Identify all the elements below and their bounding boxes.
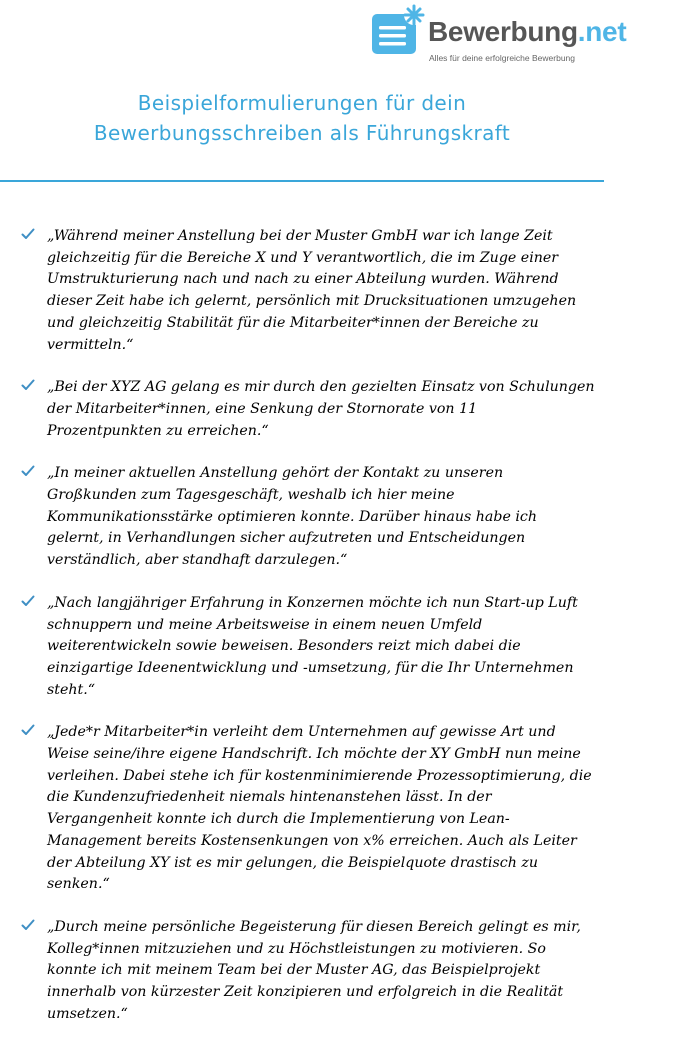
quote-line: der Abteilung XY ist es mir gelungen, die Beispielquote drastisch zu xyxy=(47,854,538,871)
quote-text xyxy=(47,917,676,1026)
title-divider xyxy=(0,180,604,182)
page-title xyxy=(0,88,604,148)
quote-line: „In meiner aktuellen Anstellung gehört der Kontakt zu unseren xyxy=(47,465,504,482)
quote-line: Prozentpunkten zu erreichen.“ xyxy=(47,422,269,439)
checkmark-icon xyxy=(21,227,35,241)
quote-item xyxy=(0,722,676,896)
quote-item xyxy=(0,377,676,442)
quote-text xyxy=(47,593,676,702)
quote-line: Weise seine/ihre eigene Handschrift. Ich möchte der XY GmbH nun meine xyxy=(47,746,581,763)
quote-line: gelernt, in Verhandlungen sicher aufzutreten und Entscheidungen xyxy=(47,530,526,547)
page-title-line-2: Bewerbungsschreiben als Führungskraft xyxy=(93,121,511,145)
quote-line: „Nach langjähriger Erfahrung in Konzernen möchte ich nun Start-up Luft xyxy=(47,594,578,611)
quote-line: gleichzeitig für die Bereiche X und Y verantwortlich, die im Zuge einer xyxy=(47,249,559,266)
quote-line: „Durch meine persönliche Begeisterung für diesen Bereich gelingt es mir, xyxy=(47,918,581,935)
document-plus-icon xyxy=(370,4,426,60)
quote-line: und gleichzeitig Stabilität für die Mitarbeiter*innen der Bereiche zu xyxy=(47,314,539,331)
page-title-line-1: Beispielformulierungen für dein xyxy=(137,91,467,115)
quote-line: konnte ich mit meinem Team bei der Muster AG, das Beispielprojekt xyxy=(47,962,541,979)
quote-text xyxy=(47,722,676,896)
quote-line: verständlich, aber standhaft darzulegen.“ xyxy=(47,552,348,569)
checkmark-icon xyxy=(21,378,35,392)
quote-line: verleihen. Dabei stehe ich für kostenminimierende Prozessoptimierung, die xyxy=(47,767,592,784)
logo xyxy=(370,4,676,68)
quote-line: der Mitarbeiter*innen, eine Senkung der Stornorate von 11 xyxy=(47,400,478,417)
quote-line: umsetzen.“ xyxy=(47,1005,128,1022)
quote-line: Vergangenheit konnte ich durch die Implementierung von Lean- xyxy=(47,811,510,828)
quote-text xyxy=(47,377,676,442)
logo-wordmark xyxy=(428,18,626,46)
checkmark-icon xyxy=(21,723,35,737)
quote-line: vermitteln.“ xyxy=(47,336,134,353)
quote-text xyxy=(47,463,676,572)
quote-line: senken.“ xyxy=(47,876,110,893)
quote-line: Großkunden zum Tagesgeschäft, weshalb ich hier meine xyxy=(47,487,455,504)
checkmark-icon xyxy=(21,918,35,932)
quote-line: „Bei der XYZ AG gelang es mir durch den gezielten Einsatz von Schulungen xyxy=(47,379,595,396)
quote-line: weiterentwickeln sowie beweisen. Besonders reizt mich dabei die xyxy=(47,638,521,655)
logo-name: Bewerbung xyxy=(428,16,578,47)
quote-line: Management bereits Kostensenkungen von x% erreichen. Auch als Leiter xyxy=(47,832,577,849)
quote-line: einzigartige Ideenentwicklung und -umsetzung, für die Ihr Unternehmen xyxy=(47,659,574,676)
quote-line: Kommunikationsstärke optimieren konnte. Darüber hinaus habe ich xyxy=(47,508,537,525)
logo-domain: .net xyxy=(577,16,627,47)
quote-line: „Jede*r Mitarbeiter*in verleiht dem Unternehmen auf gewisse Art und xyxy=(47,724,556,741)
quote-item xyxy=(0,226,676,356)
logo-tagline: Alles für deine erfolgreiche Bewerbung xyxy=(429,53,576,63)
quote-line: die Kundenzufriedenheit niemals hintenanstehen lässt. In der xyxy=(47,789,492,806)
quote-item xyxy=(0,593,676,702)
quote-line: Umstrukturierung nach und nach zu einer Abteilung wurden. Während xyxy=(47,271,559,288)
quote-text xyxy=(47,226,676,356)
quote-line: innerhalb von kürzester Zeit konzipieren und erfolgreich in die Realität xyxy=(47,984,564,1001)
quote-line: steht.“ xyxy=(47,681,95,698)
quote-item xyxy=(0,917,676,1026)
quote-line: „Während meiner Anstellung bei der Muster GmbH war ich lange Zeit xyxy=(47,228,553,244)
quote-item xyxy=(0,463,676,572)
quote-line: Kolleg*innen mitzuziehen und zu Höchstleistungen zu motivieren. So xyxy=(47,940,546,957)
quote-list xyxy=(0,226,676,1047)
checkmark-icon xyxy=(21,464,35,478)
checkmark-icon xyxy=(21,594,35,608)
quote-line: dieser Zeit habe ich gelernt, persönlich mit Drucksituationen umzugehen xyxy=(47,293,577,310)
quote-line: schnuppern und meine Arbeitsweise in einem neuen Umfeld xyxy=(47,616,483,633)
